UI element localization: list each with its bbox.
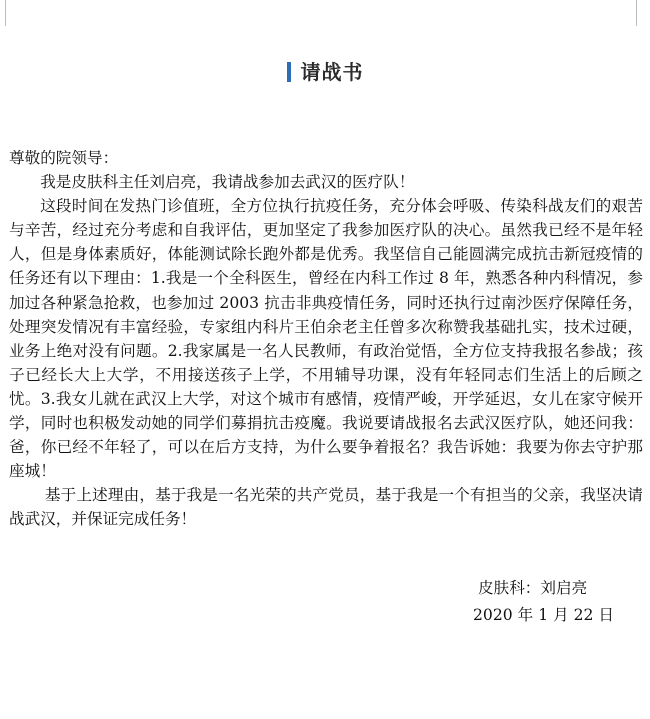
title-text: 请战书 xyxy=(300,60,364,84)
page-corner-mark-right xyxy=(636,0,637,26)
paragraph-intro: 我是皮肤科主任刘启亮，我请战参加去武汉的医疗队！ xyxy=(40,173,415,192)
signature-date: 2020 年 1 月 22 日 xyxy=(473,606,615,624)
document-title xyxy=(0,58,650,86)
paragraph-conclusion: 基于上述理由，基于我是一名光荣的共产党员，基于我是一个有担当的父亲，我坚决请战武汉，并保证完成任务！ xyxy=(9,486,643,529)
signature-block xyxy=(473,575,614,629)
title-accent-bar xyxy=(287,62,291,82)
salutation: 尊敬的院领导： xyxy=(9,149,119,167)
paragraph-reasons: 这段时间在发热门诊值班，全方位执行抗疫任务，充分体会呼吸、传染科战友们的艰苦与辛苦，经过充分考虑和自我评估，更加坚定了我参加医疗队的决心。虽然我已经不是年轻人，但是身体素质好，体能测试除长跑外都是优秀。我坚信自己能圆满完成抗击新冠疫情的任务还有以下理由：1.我是一个全科医生，曾经在内科工作过 8 年，熟悉各种内科情况，参加过各种紧急抢救，也参加过 2003 抗击非典疫情任务，同时还执行过南沙医疗保障任务，处理突发情况有丰富经验，专家组内科片王伯余老主任曾多次称赞我基础扎实，技术过硬，业务上绝对没有问题。2.我家属是一名人民教师，有政治觉悟，全方位支持我报名参战；孩子已经长大上大学，不用接送孩子上学，不用辅导功课，没有年轻同志们生活上的后顾之忧。3.我女儿就在武汉上大学，对这个城市有感情，疫情严峻，开学延迟，女儿在家守候开学，同时也积极发动她的同学们募捐抗击疫魔。我说要请战报名去武汉医疗队，她还问我：爸，你已经不年轻了，可以在后方支持，为什么要争着报名？我告诉她：我要为你去守护那座城！ xyxy=(9,197,643,481)
page-corner-mark-left xyxy=(5,0,6,26)
letter-body xyxy=(9,146,643,532)
signature-name: 皮肤科：刘启亮 xyxy=(478,579,588,597)
